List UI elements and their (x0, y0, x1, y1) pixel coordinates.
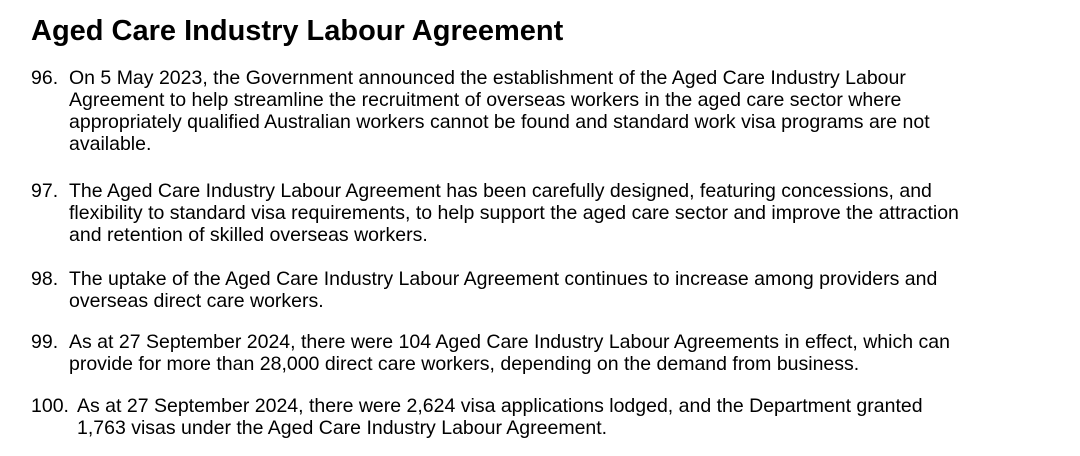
text-line: and retention of skilled overseas workers. (69, 224, 428, 246)
text-line: 1,763 visas under the Aged Care Industry Labour Agreement. (77, 417, 608, 439)
paragraph-number: 99. (31, 331, 59, 353)
paragraph-96 (31, 67, 1076, 155)
paragraph-text (31, 331, 1076, 375)
text-line: provide for more than 28,000 direct care workers, depending on the demand from business. (69, 353, 860, 375)
text-line: flexibility to standard visa requirements, to help support the aged care sector and improve the attraction (69, 202, 959, 224)
text-line: The uptake of the Aged Care Industry Labour Agreement continues to increase among providers and (69, 268, 938, 290)
text-line: As at 27 September 2024, there were 2,624 visa applications lodged, and the Department granted (77, 395, 923, 417)
text-line: appropriately qualified Australian workers cannot be found and standard work visa programs are not (69, 111, 930, 133)
paragraph-text (31, 268, 1076, 312)
paragraph-number: 97. (31, 180, 59, 202)
paragraph-number: 100. (31, 395, 69, 417)
text-line: The Aged Care Industry Labour Agreement has been carefully designed, featuring concessions, and (69, 180, 932, 202)
text-line: Agreement to help streamline the recruitment of overseas workers in the aged care sector where (69, 89, 902, 111)
text-line: On 5 May 2023, the Government announced the establishment of the Aged Care Industry Labour (69, 67, 906, 89)
paragraph-97 (31, 180, 1076, 246)
paragraph-number: 96. (31, 67, 59, 89)
paragraph-100 (31, 395, 1076, 439)
text-line: overseas direct care workers. (69, 290, 324, 312)
text-line: available. (69, 133, 152, 155)
paragraph-number: 98. (31, 268, 59, 290)
text-line: As at 27 September 2024, there were 104 Aged Care Industry Labour Agreements in effect, which can (69, 331, 950, 353)
paragraph-99 (31, 331, 1076, 375)
paragraph-text (31, 67, 1076, 155)
paragraph-98 (31, 268, 1076, 312)
paragraph-text (31, 180, 1076, 246)
section-heading: Aged Care Industry Labour Agreement (31, 15, 564, 47)
paragraph-text (31, 395, 1076, 439)
